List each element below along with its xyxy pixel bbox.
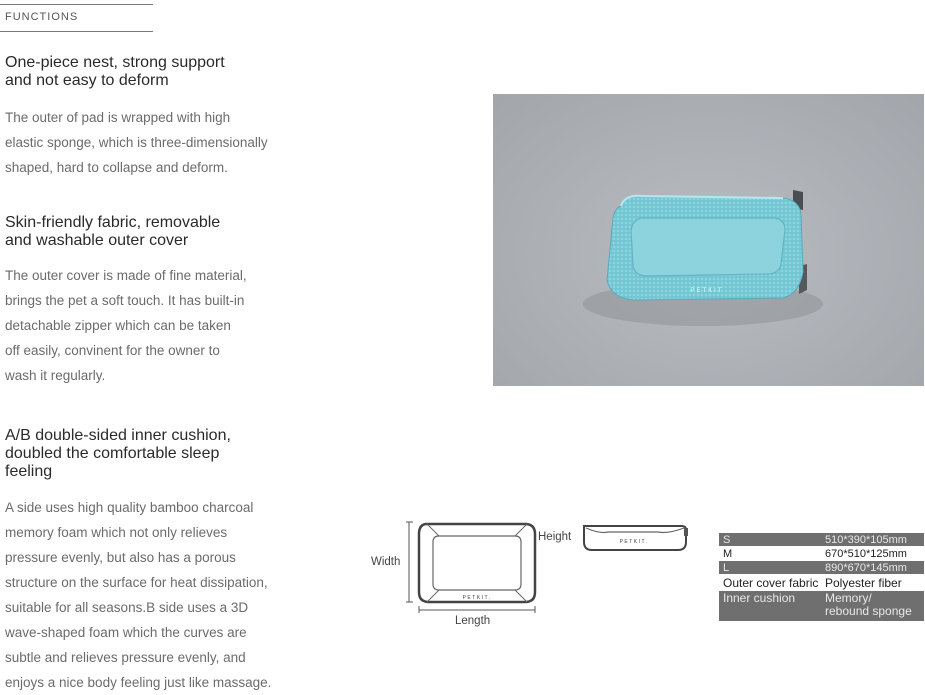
feature-2-body: The outer cover is made of fine material, brings the pet a soft touch. It has built-in detachable zipper which can be taken off easily, convinent for the owner to wash it regularly. [5,268,247,383]
feature-2-title: Skin-friendly fabric, removable and washable outer cover [5,214,221,249]
spec-value: 890*670*145mm [825,562,907,574]
spec-table [719,533,924,622]
height-label: Height [538,531,572,543]
length-label: Length [455,615,491,627]
spec-label: Inner cushion [723,591,796,605]
spec-label: Outer cover fabric [723,576,819,590]
spec-value: Memory/ rebound sponge [825,591,912,618]
feature-1-title: One-piece nest, strong support and not easy to deform [5,54,225,89]
spec-value: Polyester fiber [825,576,902,590]
spec-label: S [723,534,731,546]
side-view-brand: PETKIT. [619,539,649,545]
pet-bed-illustration [493,94,924,386]
side-view-diagram [578,518,693,554]
spec-row-cushion [719,591,924,622]
spec-label: M [723,548,733,560]
section-rule-bottom [0,31,153,32]
width-label: Width [371,556,401,568]
spec-row-l [719,561,924,575]
section-label: FUNCTIONS [5,11,79,23]
spec-row-s [719,533,924,547]
feature-3-body: A side uses high quality bamboo charcoal memory foam which not only relieves pressure evenly, but also has a porous structure on the surface for heat dissipation, suitable for all seasons.B side uses a 3D wave-shaped foam which the curves are subtle and relieves pressure evenly, and enjoys a nice body feeling just like massage. [5,500,272,690]
feature-3-title: A/B double-sided inner cushion, doubled the comfortable sleep feeling [5,427,231,480]
feature-1-body: The outer of pad is wrapped with high elastic sponge, which is three-dimensionally shaped, hard to collapse and deform. [5,110,268,175]
bed-brand-mark: PETKIT [690,288,724,294]
spec-value: 670*510*125mm [825,548,907,560]
top-view-diagram [405,518,555,618]
spec-row-m [719,547,924,561]
section-rule-top [0,4,153,5]
top-view-brand: PETKIT. [462,595,492,601]
spec-value: 510*390*105mm [825,534,907,546]
spec-label: L [723,562,730,574]
product-photo [493,94,924,386]
spec-row-fabric [719,575,924,591]
